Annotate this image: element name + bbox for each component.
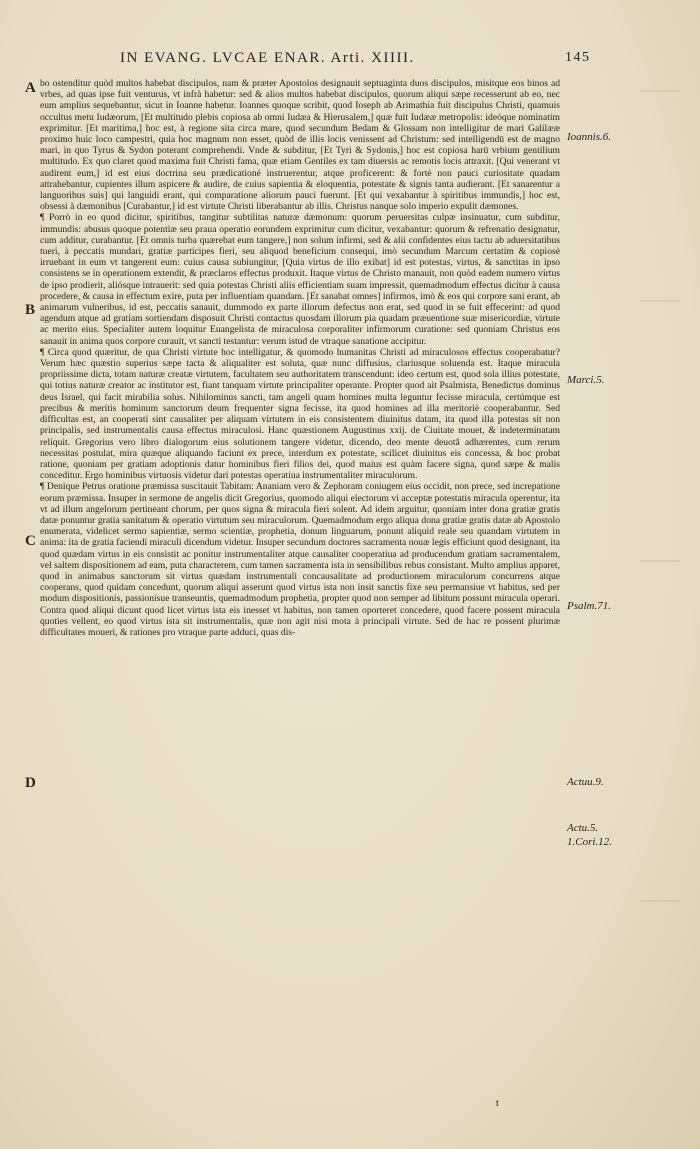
paragraph-d: ¶ Denique Petrus oratione præmissa suscitauit Tabitam: Ananiam vero & Zephoram coniugem eius occidit, non prece, sed increpatione eorum præmissa. Insuper in sermone de angelis dicit Gregorius, quomodo aliqui electorum vi acceptæ potestatis miracula operentur, ita vt ad illum angelorum pertineant chorum, per quos signa & miracula fieri solent. Ad idem arguitur, quoniam inter dona gratiæ gratis datæ ponuntur gratia sanitatum & operatio virtutum seu miraculorum. Quemadmodum ergo aliqua dona gratiæ gratis datæ ab Apostolo enumerata, videlicet sermo sapientiæ, sermo scientiæ, prophetia, donum linguarum, ponunt aliquid reale seu quandam virtutem in anima: ita de gratia faciendi miraculi dicendum videtur. Insuper secundum doctores sacramenta nouæ legis efficiunt quod designant, ita quod quædam virtus in eis consistit ac ponitur instrumentaliter atque causaliter cooperatiua ad producendum gratiam sacramentalem, vel saltem dispositionem ad eam, puta characterem, cum tamen sacramenta ista in sensibilibus rebus consistant. Multo amplius apparet, quod in animabus sanctorum sit virtus quædam instrumentali concausalitate ad productionem miraculorum concurrens atque cooperans, quod quidam concedunt, quorum aliqui asserunt quod virtus ista non insit sanctis fixe seu permansiue vt habitus, sed per modum dispositionis, passionisue transeuntis, quemadmodum prophetia, propter quod non semper ad libitum possunt miracula operari. Contra quod aliqui dicunt quod licet virtus ista eis inesset vt habitus, non tamen oporteret concedere, quod facere possent miracula quoties vellent, eo quod virtus ista sit instrumentalis, quæ non agit nisi mota à principali virtute. Sed de hac re possent plurimæ difficultates moueri, & rationes pro vtraque parte adduci, quas dis- — [40, 481, 560, 638]
margin-note-marci: Marci.5. — [567, 374, 605, 386]
paragraph-c: ¶ Circa quod quæritur, de qua Christi virtute hoc intelligatur, & quomodo humanitas Christi ad miraculosos effectus cooperabatur? Verum hæc quæstio superius sæpe tacta & aliqualiter est soluta, quæ nunc diffusius, clariusque soluenda est. Itaque miracula propriissime dicta, totam naturæ creatæ virtutem, facultatem seu authoritatem transcendunt: ideo certum est, quod sola illius potestate, qui totius naturæ creator ac institutor est, fiant tanquam virtute principaliter operante. Propter quod ait Psalmista, Benedictus dominus deus Israel, qui facit mirabilia solus. Nihilominus sancti, tam angeli quam homines multa leguntur fecisse miracula, certúmque est precibus & meritis hominum sanctorum deum frequenter signa fecisse, ita quod homines ad illa meritoriè cooperabantur. Sed difficultas est, an cooperati sint causaliter per aliquam virtutem in eis consistentem diuinitus datam, ita quod illa potestas sit non principalis, sed instrumentalis causa effectus miraculosi. Hanc quæstionem Augustinus xxij. de Ciuitate mouet, & indeterminatam reliquit. Gregorius vero libro dialogorum eius solutionem tangere videtur, dicendo, deo mente deuotâ adhærentes, cum rerum necessitas postulat, mira quæque aliquando faciunt ex prece, interdum ex potestate, scilicet diuinitus eis concessa, & hoc probat ratione, quoniam per gratiam adoptionis datur hominibus fieri filios dei, quod maius est quàm facere signa, quod sæpe & malis conceditur. Ergo hominibus virtuosis videtur dari potestas operatiua instrumentaliter miraculorum. — [40, 346, 560, 482]
margin-note-ioannis: Ioannis.6. — [567, 131, 611, 143]
margin-note-actu: Actu.5. — [567, 822, 599, 834]
margin-note-psalm: Psalm.71. — [567, 600, 611, 612]
main-text — [40, 78, 560, 638]
signature-mark: t — [496, 1098, 499, 1109]
margin-note-corinthians: 1.Cori.12. — [567, 836, 612, 848]
running-header — [120, 50, 591, 76]
running-title: IN EVANG. LVCAE ENAR. Arti. XIIII. — [120, 50, 415, 66]
section-marker-c: C — [25, 533, 36, 549]
section-marker-a: A — [25, 80, 36, 96]
page-number: 145 — [565, 50, 591, 65]
section-marker-b: B — [25, 302, 36, 318]
section-marker-d: D — [25, 775, 36, 791]
paragraph-a: bo ostenditur quòd multos habebat discipulos, nam & præter Apostolos designauit septuaginta duos discipulos, misitque eos binos ad vrbes, ad quas ipse fuit venturus, vt infrà habetur: sed & alios multos habebat discipulos, quorum aliqui sæpe recesserunt ab eo, nec eum amplius sequebantur, sicut in Ioanne habetur. Ioannes quoque scribit, quod Ioseph ab Arimathia fuit discipulus Christi, quamuis occultus metu Iudæorum, [Et multitudo plebis copiosa ab omni Iudæa & Hierusalem,] quæ fuit Iudææ metropolis: ideóque nominatim exprimitur. [Et maritima,] hoc est, à regione sita circa mare, quod secundum Bedam & Glossam non intelligitur de mari Galilææ proximo huic loco campestri, quia hoc magnum non esset, quòd de illis locis venissent ad Christum: sed intelligendū est de magno mari, in quo Tyrus & Sydon poterant comprehendi. Vnde & subditur, [Et Tyri & Sydonis,] hoc est copiosa harū vrbium gentilium multitudo. Ex quo claret quod maxima fuit Christi fama, quæ etiam Gentiles ex tam diuersis ac remotis locis attraxit. [Qui venerant vt audirent eum,] id est eius doctrina seu prædicationé instruerentur, atque proficerent: & fortè non pauci curiositate quadam attrahebantur, cupientes illum aspicere & audire, de cuius sapientia & eloquentia, potestate & signis tanta audierant. [Et sanarentur a languoribus suis] qui languidi erant, qui comparatione aliorum pauci fuerunt. [Et qui vexabantur à spiritibus immundis,] hoc est, obsessi à dæmonibus [Curabantur,] id est virtute Christi liberabantur ab illis. Christus nanque solo imperio expulit dæmones. — [40, 78, 560, 213]
margin-note-actuum: Actuu.9. — [567, 776, 604, 788]
paragraph-b: ¶ Porrò in eo quod dicitur, spiritibus, tangitur subtilitas naturæ dæmonum: quorum peruersitas culpæ insinuatur, cum subditur, immundis: abusus quoque potentiæ seu praua operatio eorundem exprimitur cum dicitur, vexabantur: quorum & refrenatio designatur, cum additur, curabantur. [Et omnis turba quærebat eum tangere,] non solum infirmi, sed & alii confidentes eius tactu ab aduersitatibus tueri, à peccatis mundari, gratiæ participes fieri, seu aliquod beneficium consequi, imò secundum Marcum certatim & copiosè irruebant in eum vt tangerent eum: cuius causa subiungitur, [Quia virtus de illo exibat] id est potestas, virtus, & sanctitas in ipso consistens se in operationem extendit, & præclaros effectus produxit. Itaque virtus de Christo manauit, non quòd eadem numero virtus de ipso prodierit, aliósque intrauerit: sed quia potestas Christi aliis efficientiam suam impressit, quemadmodum effectus dicitur à causa procedere, & causa in effectum exire, puta per influentiam quandam. [Et sanabat omnes] infirmos, imò & eos qui corpore sani erant, ab animarum vulneribus, id est, peccatis sanauit, dummodo ex parte illorum defectus non erat, sed quod in se fuit effecerint: ad quod agendum atque ad gratiam sortiendam disposuit Christi contactus quosdam illorum pia quadam præuentione suæ misericordiæ, virtute ac merito eius. Specialiter autem loquitur Euangelista de miraculosa corporaliter infirmorum curatione: sed quoniam Christus eos sanauit in anima quos corpore curauit, vt sancti testantur: verum istud de vtraque sanatione accipitur. — [40, 212, 560, 347]
